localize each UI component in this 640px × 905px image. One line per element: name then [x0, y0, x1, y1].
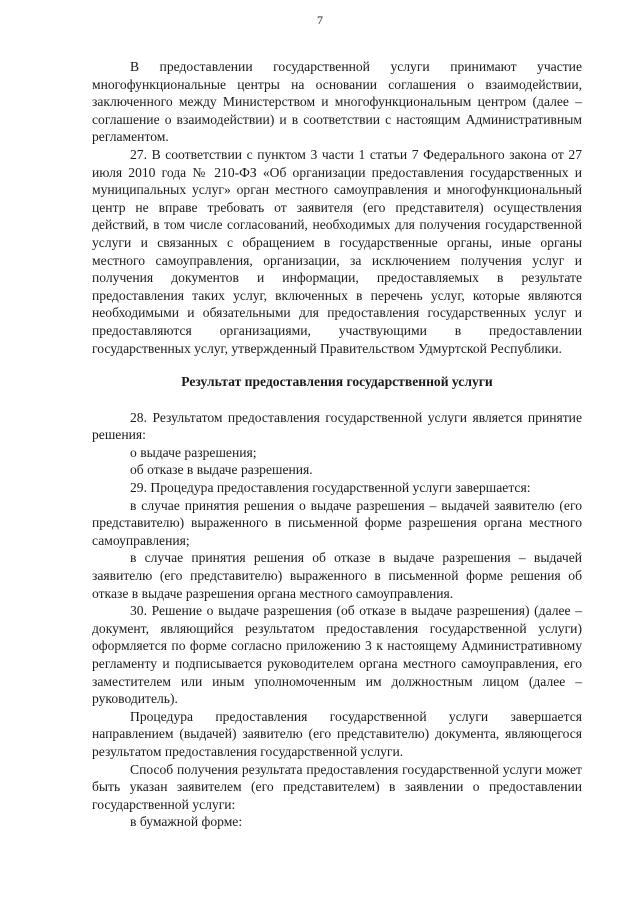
paragraph-30: 30. Решение о выдаче разрешения (об отказе в выдаче разрешения) (далее – документ, являющийся результатом предоставления государственной услуги) оформляется по форме согласно приложению 3 к настоящему Административному регламенту и подписывается руководителем органа местного самоуправления, его заместителем или иным уполномоченным им должностным лицом (далее – руководитель). [92, 603, 582, 707]
paragraph-method: Способ получения результата предоставления государственной услуги может быть указан заявителем (его представителем) в заявлении о предоставлении государственной услуги: [92, 761, 582, 812]
list-item-refusal: об отказе в выдаче разрешения. [130, 462, 313, 478]
list-item-paper-form: в бумажной форме: [130, 814, 243, 830]
section-heading: Результат предоставления государственной услуги [181, 374, 493, 390]
document-body [92, 58, 582, 831]
list-item-issue-decision: в случае принятия решения о выдаче разрешения – выдачей заявителю (его представителю) выраженного в письменной форме разрешения органа местного самоуправления; [92, 497, 582, 548]
paragraph-29: 29. Процедура предоставления государственной услуги завершается: [130, 480, 531, 496]
page-number: 7 [317, 13, 323, 27]
list-item-refusal-decision: в случае принятия решения об отказе в выдаче разрешения – выдачей заявителю (его представителю) выраженного в письменной форме решения об отказе в выдаче разрешения органа местного самоуправления. [92, 550, 582, 601]
paragraph-28: 28. Результатом предоставления государственной услуги является принятие решения: [92, 409, 582, 443]
paragraph-mfc-participation: В предоставлении государственной услуги принимают участие многофункциональные центры на основании соглашения о взаимодействии, заключенного между Министерством и многофункциональным центром (далее – соглашение о взаимодействии) и в соответствии с настоящим Административным регламентом. [92, 59, 582, 145]
list-item-issue: о выдаче разрешения; [130, 444, 257, 460]
paragraph-27: 27. В соответствии с пунктом 3 части 1 статьи 7 Федерального закона от 27 июля 2010 года № 210-ФЗ «Об организации предоставления государственных и муниципальных услуг» орган местного самоуправления и многофункциональный центр не вправе требовать от заявителя (его представителя) осуществления действий, в том числе согласований, необходимых для получения государственной услуги и связанных с обращением в государственные органы, иные органы местного самоуправления, организации, за исключением получения услуг и получения документов и информации, предоставляемых в результате предоставления таких услуг, включенных в перечень услуг, которые являются необходимыми и обязательными для предоставления государственных услуг и предоставляются организациями, участвующими в предоставлении государственных услуг, утвержденный Правительством Удмуртской Республики. [92, 146, 582, 356]
paragraph-procedure: Процедура предоставления государственной услуги завершается направлением (выдачей) заявителю (его представителю) документа, являющегося результатом предоставления государственной услуги. [92, 708, 582, 759]
